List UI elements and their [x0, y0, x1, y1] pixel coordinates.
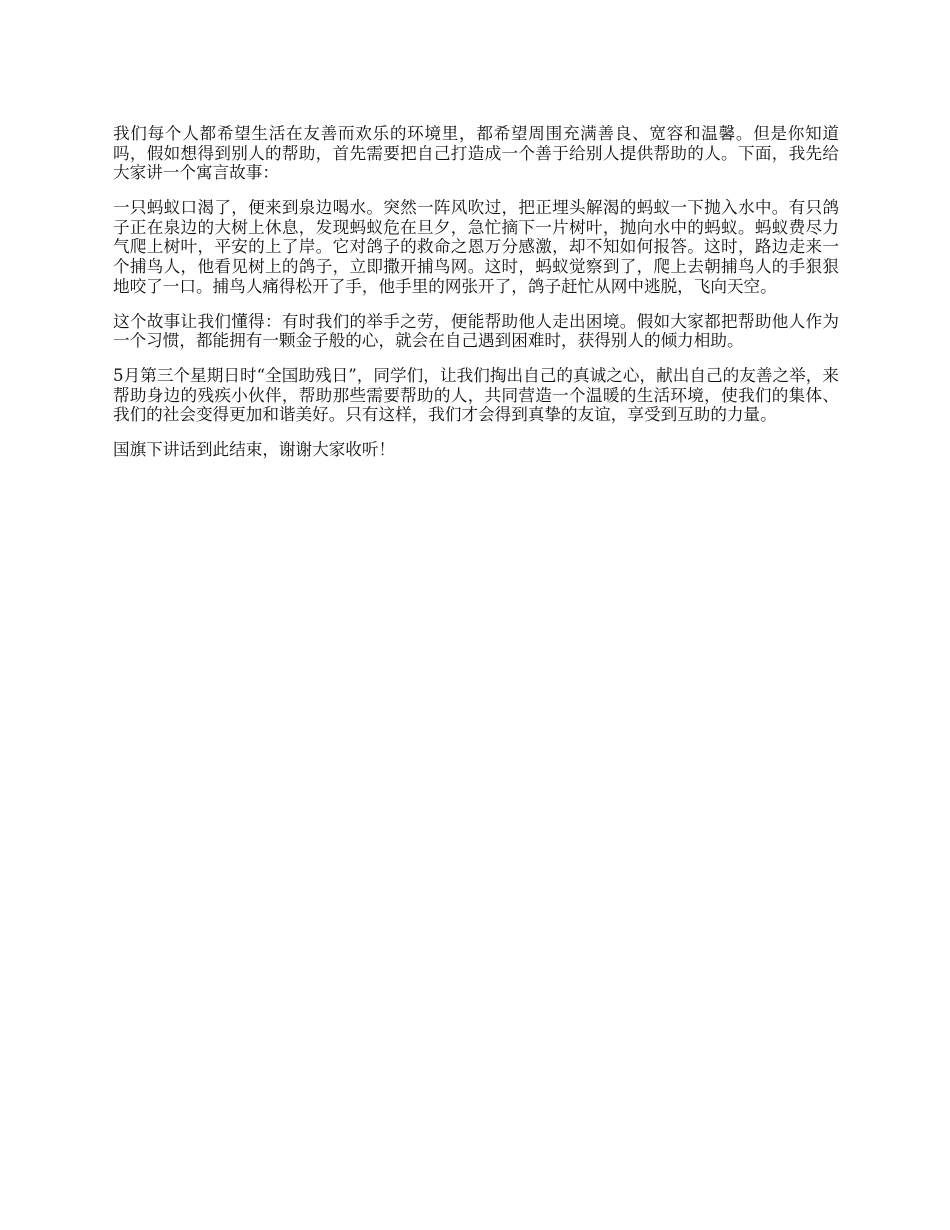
paragraph-lesson: 这个故事让我们懂得：有时我们的举手之劳，便能帮助他人走出困境。假如大家都把帮助他人作为一个习惯，都能拥有一颗金子般的心，就会在自己遇到困难时，获得别人的倾力相助。: [113, 311, 839, 351]
paragraph-closing: 国旗下讲话到此结束，谢谢大家收听！: [113, 440, 396, 460]
document-body: [113, 124, 839, 475]
paragraph-call-to-action: 5月第三个星期日时“全国助残日”，同学们，让我们掏出自己的真诚之心，献出自己的友善之举，来帮助身边的残疾小伙伴，帮助那些需要帮助的人，共同营造一个温暖的生活环境，使我们的集体、我们的社会变得更加和谐美好。只有这样，我们才会得到真挚的友谊，享受到互助的力量。: [113, 366, 839, 425]
paragraph-fable: 一只蚂蚁口渴了，便来到泉边喝水。突然一阵风吹过，把正埋头解渴的蚂蚁一下抛入水中。有只鸽子正在泉边的大树上休息，发现蚂蚁危在旦夕，急忙摘下一片树叶，抛向水中的蚂蚁。蚂蚁费尽力气爬上树叶，平安的上了岸。它对鸽子的救命之恩万分感激，却不知如何报答。这时，路边走来一个捕鸟人，他看见树上的鸽子，立即撒开捕鸟网。这时，蚂蚁觉察到了，爬上去朝捕鸟人的手狠狠地咬了一口。捕鸟人痛得松开了手，他手里的网张开了，鸽子赶忙从网中逃脱，飞向天空。: [113, 198, 839, 296]
paragraph-intro: 我们每个人都希望生活在友善而欢乐的环境里，都希望周围充满善良、宽容和温馨。但是你知道吗，假如想得到别人的帮助，首先需要把自己打造成一个善于给别人提供帮助的人。下面，我先给大家讲一个寓言故事：: [113, 124, 839, 183]
